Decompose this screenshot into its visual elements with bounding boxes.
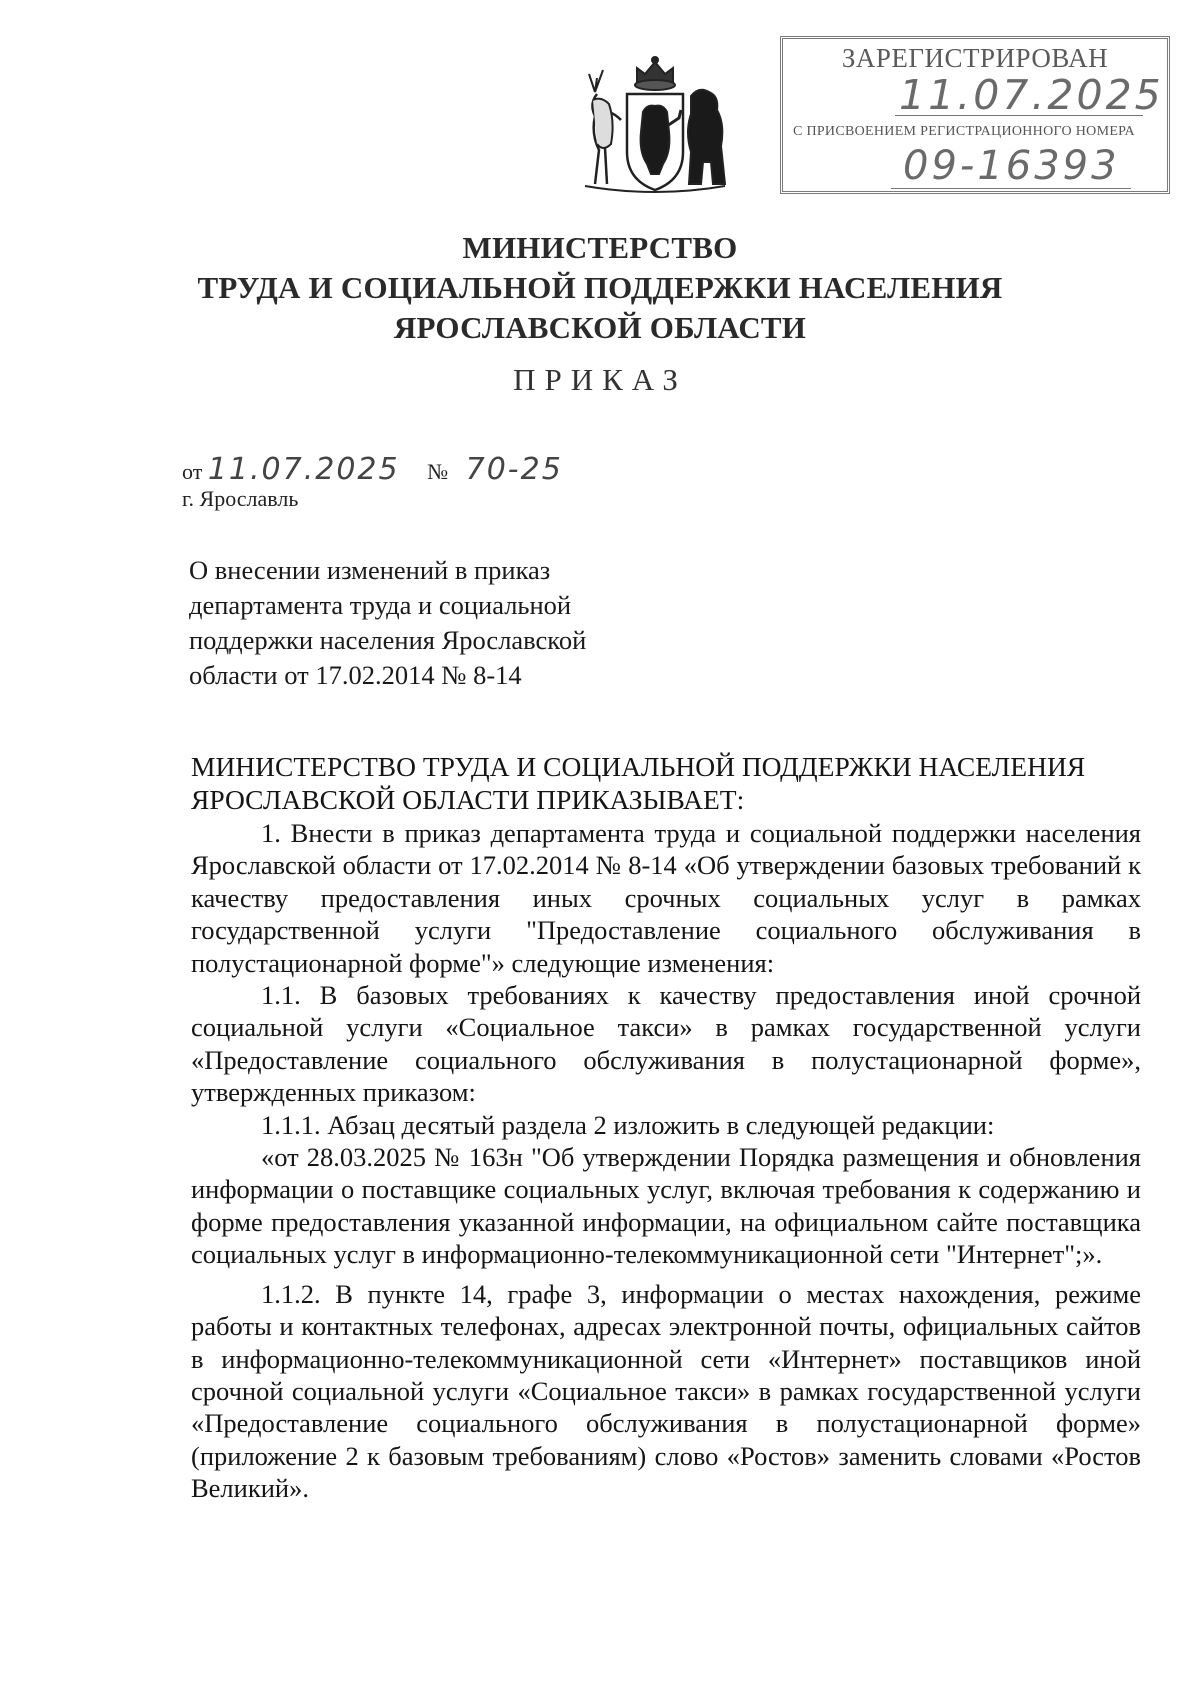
order-subject <box>189 553 586 693</box>
ministry-title-line: ТРУДА И СОЦИАЛЬНОЙ ПОДДЕРЖКИ НАСЕЛЕНИЯ <box>197 270 1003 305</box>
subject-line: поддержки населения Ярославской <box>189 625 587 655</box>
paragraph: «от 28.03.2025 № 163н "Об утверждении Порядка размещения и обновления информации о поставщике социальных услуг, включая требования к содержанию и форме предоставления указанной информации, на официальном сайте поставщика социальных услуг в информационно-телекоммуникационной сети "Интернет";». <box>191 1142 1141 1270</box>
ministry-title-line: ЯРОСЛАВСКОЙ ОБЛАСТИ <box>393 310 807 345</box>
stamp-divider <box>891 188 1131 189</box>
body-heading: МИНИСТЕРСТВО ТРУДА И СОЦИАЛЬНОЙ ПОДДЕРЖКИ НАСЕЛЕНИЯ ЯРОСЛАВСКОЙ ОБЛАСТИ ПРИКАЗЫВАЕТ: <box>191 751 1086 815</box>
stamp-title: ЗАРЕГИСТРИРОВАН <box>841 43 1109 73</box>
order-body <box>191 750 1141 1505</box>
number-sign: № <box>427 459 449 484</box>
order-date: 11.07.2025 <box>207 452 400 487</box>
subject-line: департамента труда и социальной <box>189 590 572 620</box>
city: г. Ярославль <box>182 486 299 511</box>
order-number: 70-25 <box>465 452 563 487</box>
date-prefix: от <box>182 459 203 484</box>
document-type: ПРИКАЗ <box>513 362 687 397</box>
paragraph: 1. Внести в приказ департамента труда и социальной поддержки населения Ярославской области от 17.02.2014 № 8-14 «Об утверждении базовых требований к качеству предоставления иных срочных социальных услуг в рамках государственной услуги "Предоставление социального обслуживания в полустационарной форме"» следующие изменения: <box>191 818 1141 978</box>
registration-stamp <box>780 36 1170 194</box>
paragraph: 1.1.2. В пункте 14, графе 3, информации о местах нахождения, режиме работы и контактных телефонах, адресах электронной почты, официальных сайтов в информационно-телекоммуникационной сети «Интернет» поставщиков иной срочной социальной услуги «Социальное такси» в рамках государственной услуги «Предоставление социального обслуживания в полустационарной форме» (приложение 2 к базовым требованиям) слово «Ростов» заменить словами «Ростов Великий». <box>191 1278 1141 1504</box>
subject-line: О внесении изменений в приказ <box>189 555 551 585</box>
paragraph: 1.1.1. Абзац десятый раздела 2 изложить в следующей редакции: <box>261 1109 995 1140</box>
order-date-line <box>182 452 563 487</box>
paragraph: 1.1. В базовых требованиях к качеству предоставления иной срочной социальной услуги «Социальное такси» в рамках государственной услуги «Предоставление социального обслуживания в полустационарной форме», утвержденных приказом: <box>191 980 1141 1108</box>
subject-line: области от 17.02.2014 № 8-14 <box>189 660 522 690</box>
ministry-title-line: МИНИСТЕРСТВО <box>462 230 738 265</box>
stamp-date: 11.07.2025 <box>899 71 1164 119</box>
stamp-subtitle: С ПРИСВОЕНИЕМ РЕГИСТРАЦИОННОГО НОМЕРА <box>793 124 1135 139</box>
stamp-divider <box>895 115 1143 116</box>
stamp-registration-number: 09-16393 <box>903 143 1120 189</box>
coat-of-arms-icon <box>575 52 735 202</box>
ministry-header <box>0 228 1200 348</box>
